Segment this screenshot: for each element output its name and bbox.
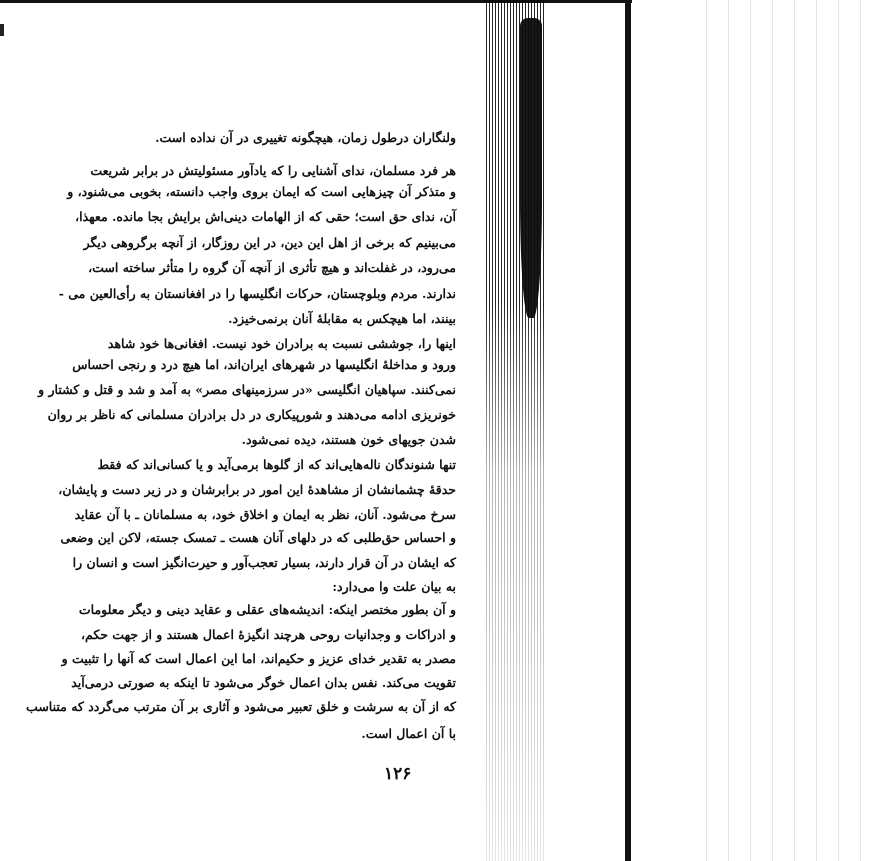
text-line: و آن بطور مختصر اینکه: اندیشه‌های عقلی و عقاید دینی و دیگر معلومات — [78, 602, 456, 617]
text-line: اینها را، جوششی نسبت به برادران خود نیست. افغانی‌ها خود شاهد — [107, 336, 456, 351]
text-line: ولنگاران درطول زمان، هیچگونه تغییری در آن نداده است. — [155, 130, 456, 145]
text-line: که از آن به سرشت و خلق تعبیر می‌شود و آثاری بر آن مترتب می‌گردد که متناسب — [26, 699, 456, 714]
text-line: و احساس حق‌طلبی که در دلهای آنان هست ـ تمسک جسته، لاکن این وضعی — [60, 530, 456, 545]
text-line: سرخ می‌شود. آنان، نظر به ایمان و اخلاق خود، به مسلمانان ـ با آن عقاید — [74, 507, 456, 522]
text-line: آن، ندای حق است؛ حقی که از الهامات دینی‌اش برایش بجا مانده. معهذا، — [75, 209, 456, 224]
text-line: خونریزی ادامه می‌دهند و شورپیکاری در دل برادران مسلمانی که ناظر بر روان — [47, 407, 456, 422]
text-line: که ایشان در آن قرار دارند، بسیار تعجب‌آور و حیرت‌انگیز است و انسان را — [72, 555, 456, 570]
page-number: ۱۲۶ — [384, 764, 412, 784]
text-line: تنها شنوندگان ناله‌هایی‌اند که از گلوها برمی‌آید و یا کسانی‌اند که فقط — [97, 457, 456, 472]
text-line: با آن اعمال است. — [361, 726, 456, 741]
text-line: تقویت می‌کند. نفس بدان اعمال خوگر می‌شود تا اینکه به صورتی درمی‌آید — [71, 675, 456, 690]
text-line: نمی‌کنند. سپاهیان انگلیسی «در سرزمینهای مصر» به آمد و شد و قتل و کشتار و — [38, 382, 456, 397]
text-line: ورود و مداخلهٔ انگلیسها در شهرهای ایران‌اند، اما هیچ درد و رنجی احساس — [72, 357, 456, 372]
text-line: هر فرد مسلمان، ندای آشنایی را که یادآور مسئولیتش در برابر شریعت — [90, 163, 456, 178]
text-line: بینند، اما هیچکس به مقابلهٔ آنان برنمی‌خیزد. — [228, 311, 456, 326]
text-line: ندارند. مردم وبلوچستان، حرکات انگلیسها را در افغانستان به رأی‌العین می - — [58, 286, 456, 301]
text-line: می‌رود، در غفلت‌اند و هیچ تأثری از آنچه آن گروه را متأثر ساخته است، — [88, 260, 456, 275]
text-line: شدن جویهای خون هستند، دیده نمی‌شود. — [241, 432, 456, 447]
text-line: و ادراکات و وجدانیات روحی هرچند انگیزهٔ اعمال هستند و از جهت حکم، — [80, 627, 456, 642]
text-line: حدقهٔ چشمانشان از مشاهدهٔ این امور در برابرشان و در زیر دست و پایشان، — [58, 482, 456, 497]
text-line: می‌بینیم که برخی از اهل این دین، در این روزگار، از آنچه برگروهی دیگر — [83, 235, 456, 250]
text-line: به بیان علت وا می‌دارد: — [332, 579, 456, 594]
text-line: مصدر به تقدیر خدای عزیز و حکیم‌اند، اما این اعمال است که آنها را تثبیت و — [61, 651, 456, 666]
text-line: و متذکر آن چیزهایی است که ایمان بروی واجب دانسته، بخوبی می‌شنود، و — [67, 184, 456, 199]
